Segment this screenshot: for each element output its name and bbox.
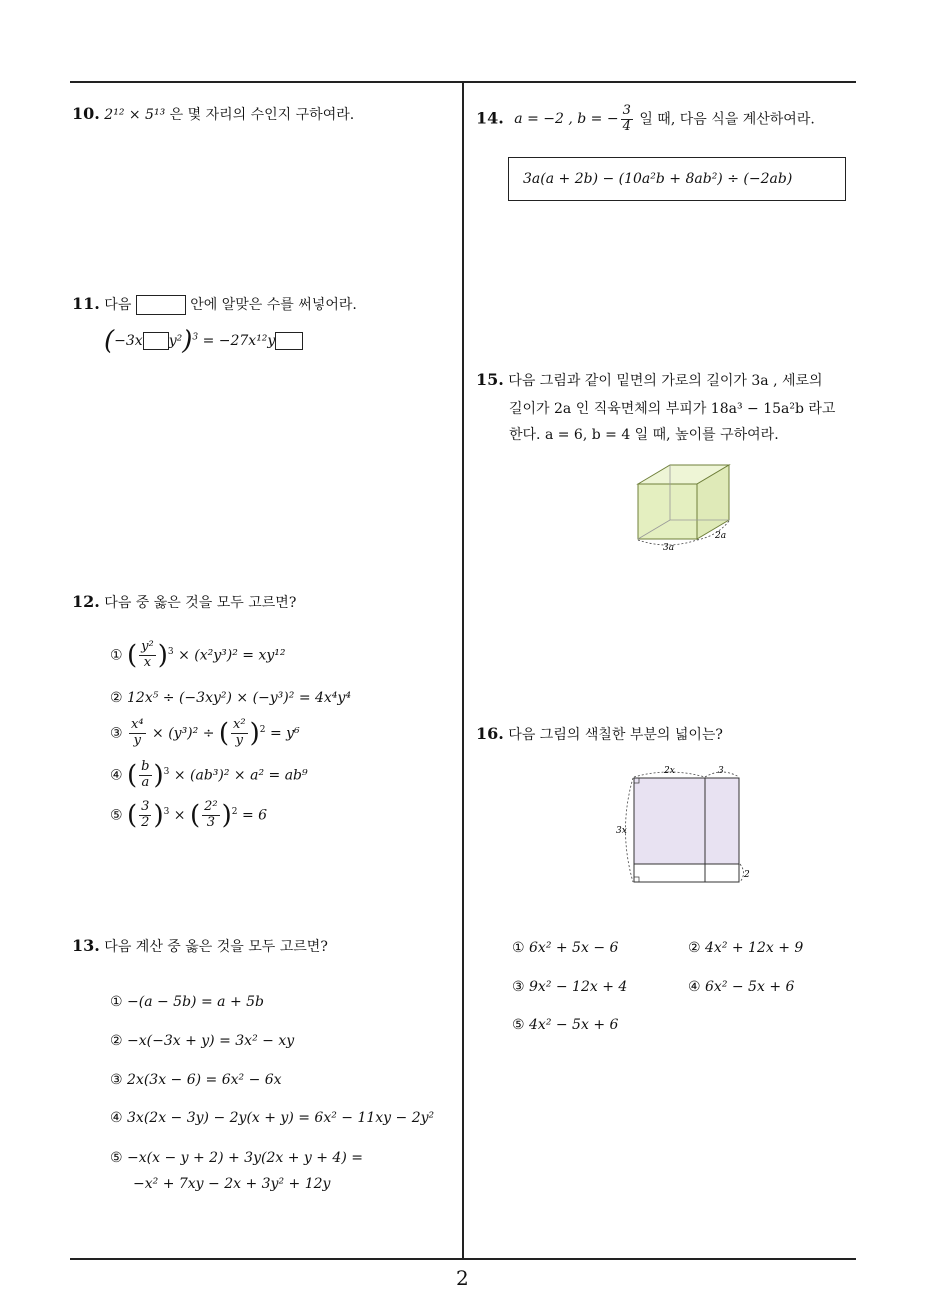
question-15-line-2: 길이가 2a 인 직육면체의 부피가 18a³ − 15a²b 라고 xyxy=(509,401,836,417)
question-text-a: 다음 xyxy=(104,297,132,313)
eq-right: = −27x¹²y xyxy=(202,333,276,349)
option-mark: ③ xyxy=(512,979,525,995)
q13-option-5[interactable] xyxy=(110,1150,363,1166)
q12-option-1[interactable]: ① ( $\frac{\text{y²}}{x}$ )$^3$ × (x²y³)² = xy¹² xyxy=(110,639,286,671)
question-12 xyxy=(72,592,296,612)
q13-option-5-cont: −x² + 7xy − 2x + 3y² + 12y xyxy=(133,1176,331,1192)
question-number: 15. xyxy=(476,370,504,389)
option-mark: ② xyxy=(110,690,123,706)
shaded-region xyxy=(634,778,739,864)
q13-option-4[interactable] xyxy=(110,1110,434,1126)
frac-den: x xyxy=(143,654,152,670)
page-number: 2 xyxy=(456,1266,469,1290)
option-mark: ④ xyxy=(110,1110,123,1126)
frac-num: 3 xyxy=(141,799,150,814)
top-label-2x: 2x xyxy=(664,766,675,776)
option-expr: 6x² + 5x − 6 xyxy=(529,940,619,956)
option-expr: −x(−3x + y) = 3x² − xy xyxy=(127,1033,295,1049)
frac2-den: 3 xyxy=(206,814,216,830)
option-expr: 4x² + 12x + 9 xyxy=(705,940,804,956)
frac2-den: y xyxy=(235,732,243,748)
option-mark: ④ xyxy=(110,767,123,784)
question-text: 은 몇 자리의 수인지 구하여라. xyxy=(169,107,355,123)
q13-option-2[interactable] xyxy=(110,1033,294,1049)
question-number: 11. xyxy=(72,294,100,313)
question-11 xyxy=(72,294,357,315)
option-expr: 2x(3x − 6) = 6x² − 6x xyxy=(127,1072,282,1088)
question-number: 14. xyxy=(476,108,504,128)
frac-num: y² xyxy=(141,639,154,654)
q12-option-5[interactable]: ⑤ ( $\frac{3}{2}$ )$^3$ × ( $\frac{\text{2²}}{3}$ )$^2$ = 6 xyxy=(110,799,268,831)
question-text: 다음 그림의 색칠한 부분의 넓이는? xyxy=(508,727,723,743)
frac-den: 2 xyxy=(141,814,150,830)
question-number: 13. xyxy=(72,936,100,955)
option-expr: 6x² − 5x + 6 xyxy=(705,979,795,995)
option-mark: ④ xyxy=(688,979,701,995)
q12-option-4[interactable]: ④ ( $\frac{b}{a}$ )$^3$ × (ab³)² × a² = ab⁹ xyxy=(110,759,308,791)
question-text: 다음 계산 중 옳은 것을 모두 고르면? xyxy=(104,939,328,955)
question-15 xyxy=(476,370,823,390)
q16-option-3[interactable] xyxy=(512,979,627,995)
option-mark: ① xyxy=(110,647,123,664)
question-15-line-3: 한다. a = 6, b = 4 일 때, 높이를 구하여라. xyxy=(509,427,779,443)
question-text: 일 때, 다음 식을 계산하여라. xyxy=(639,111,815,128)
column-divider xyxy=(462,82,464,1259)
top-label-3: 3 xyxy=(718,766,724,776)
option-expr: −x(x − y + 2) + 3y(2x + y + 4) = xyxy=(127,1150,363,1166)
area-figure xyxy=(612,763,757,888)
q13-option-3[interactable] xyxy=(110,1072,282,1088)
question-text: 다음 중 옳은 것을 모두 고르면? xyxy=(104,595,297,611)
option-mark: ⑤ xyxy=(110,1150,123,1166)
question-10 xyxy=(72,104,354,124)
option-expr: 9x² − 12x + 4 xyxy=(529,979,628,995)
frac2-num: 2² xyxy=(204,799,218,814)
option-tail: = 6 xyxy=(241,807,268,824)
frac2-num: x² xyxy=(233,717,246,732)
eq-left-b: y² xyxy=(168,333,183,349)
frac-den: y xyxy=(133,732,141,748)
answer-blank-sample xyxy=(136,295,186,315)
question-expression: 2¹² × 5¹³ xyxy=(104,107,166,123)
q16-option-4[interactable] xyxy=(688,979,794,995)
width-label: 3a xyxy=(663,543,675,553)
option-mark: ③ xyxy=(110,1072,123,1088)
question-14 xyxy=(476,104,815,135)
right-label-2: 2 xyxy=(744,870,750,880)
option-mid: × (y³)² ÷ xyxy=(152,725,215,742)
frac-num: 3 xyxy=(622,103,631,118)
option-mid: × xyxy=(173,807,186,824)
frac-den: 4 xyxy=(622,118,631,134)
question-13 xyxy=(72,936,328,956)
condition: a = −2 , b = − xyxy=(514,111,619,128)
eq-left-a: −3x xyxy=(114,333,143,349)
option-expr: 4x² − 5x + 6 xyxy=(529,1017,619,1033)
question-16 xyxy=(476,724,723,744)
q16-option-1[interactable] xyxy=(512,940,618,956)
cuboid-figure xyxy=(625,460,745,555)
option-mark: ② xyxy=(110,1033,123,1049)
option-expr: 12x⁵ ÷ (−3xy²) × (−y³)² = 4x⁴y⁴ xyxy=(127,690,351,706)
option-mark: ⑤ xyxy=(110,807,123,824)
q16-option-2[interactable] xyxy=(688,940,803,956)
left-label-3x: 3x xyxy=(616,826,627,836)
option-mark: ③ xyxy=(110,725,123,742)
option-expr: −(a − 5b) = a + 5b xyxy=(127,994,264,1010)
option-expr: × (ab³)² × a² = ab⁹ xyxy=(173,767,308,784)
cuboid-front xyxy=(638,484,697,539)
answer-blank-2[interactable] xyxy=(275,332,303,350)
question-text-b: 안에 알맞은 수를 써넣어라. xyxy=(190,297,357,313)
frac-den: a xyxy=(141,774,150,790)
option-expr: 3x(2x − 3y) − 2y(x + y) = 6x² − 11xy − 2y² xyxy=(127,1110,435,1126)
option-mark: ⑤ xyxy=(512,1017,525,1033)
option-mark: ① xyxy=(110,994,123,1010)
frac-num: x⁴ xyxy=(131,717,144,732)
question-number: 10. xyxy=(72,104,100,123)
q13-option-1[interactable] xyxy=(110,994,264,1010)
question-line-1: 다음 그림과 같이 밑면의 가로의 길이가 3a , 세로의 xyxy=(508,373,823,389)
option-expr: × (x²y³)² = xy¹² xyxy=(178,647,286,664)
q12-option-2[interactable] xyxy=(110,690,351,706)
question-number: 12. xyxy=(72,592,100,611)
option-tail: = y⁶ xyxy=(269,725,300,742)
boxed-expression: 3a(a + 2b) − (10a²b + 8ab²) ÷ (−2ab) xyxy=(508,157,846,201)
frac-num: b xyxy=(141,759,150,774)
depth-label: 2a xyxy=(715,531,727,541)
question-11-equation: (−3x y²)$^3$ = −27x¹²y xyxy=(104,326,303,356)
q12-option-3[interactable]: ③ $\frac{\text{x⁴}}{y}$ × (y³)² ÷ ( $\frac{\text{x²}}{y}$ )$^2$ = y⁶ xyxy=(110,717,300,749)
answer-blank-1[interactable] xyxy=(143,332,169,350)
q16-option-5[interactable] xyxy=(512,1017,618,1033)
option-mark: ② xyxy=(688,940,701,956)
question-number: 16. xyxy=(476,724,504,743)
option-mark: ① xyxy=(512,940,525,956)
